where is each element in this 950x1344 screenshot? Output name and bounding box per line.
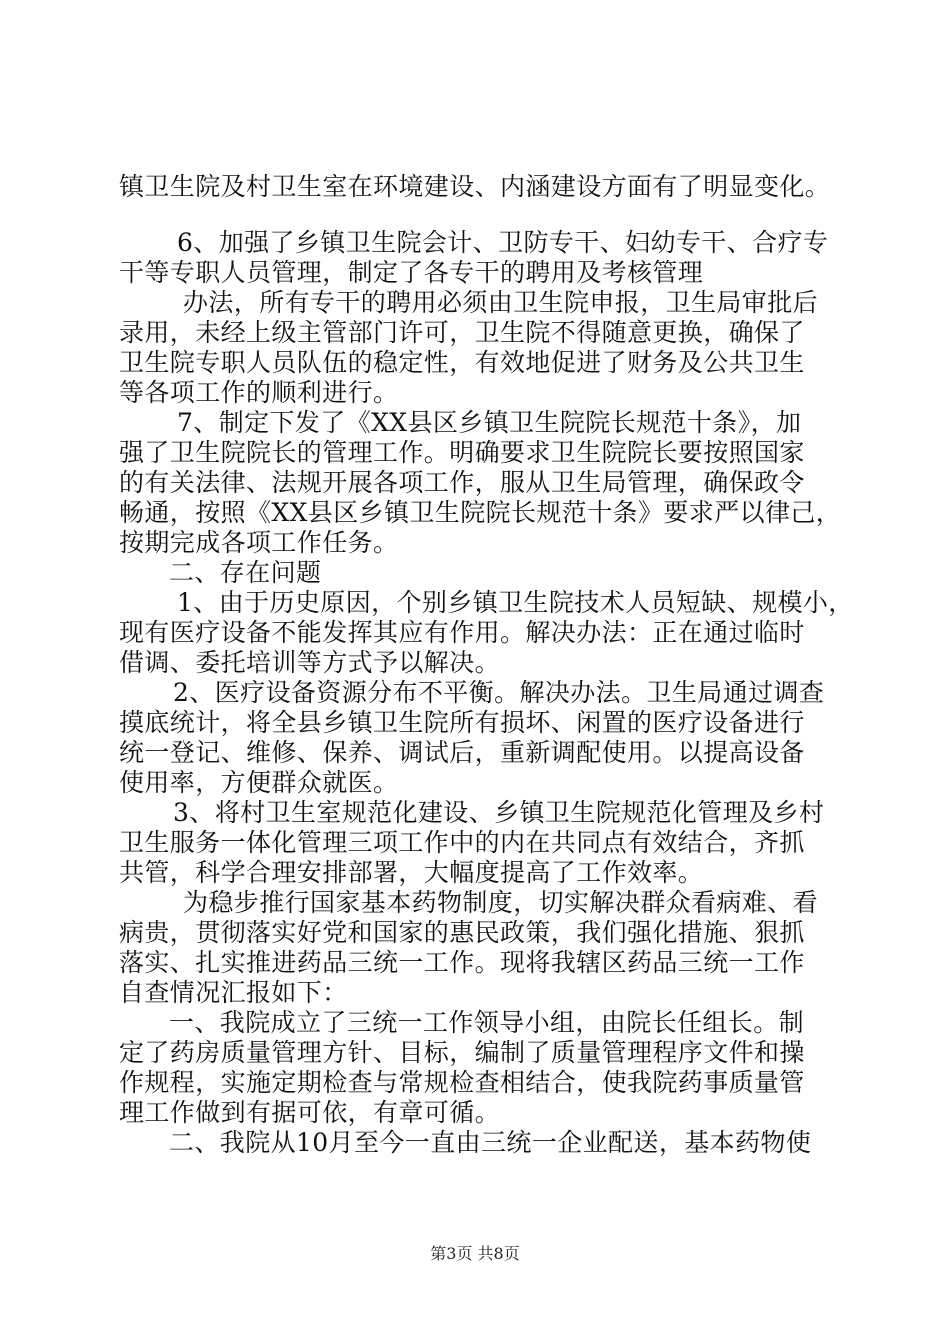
- text-line: 病贵，贯彻落实好党和国家的惠民政策，我们强化措施、狠抓: [119, 918, 805, 947]
- text-line: 录用，未经上级主管部门许可，卫生院不得随意更换，确保了: [119, 318, 805, 347]
- text-line: 办法，所有专干的聘用必须由卫生院申报，卫生局审批后: [183, 288, 819, 317]
- text-line: 自查情况汇报如下：: [119, 978, 348, 1007]
- text-line: 落实、扎实推进药品三统一工作。现将我辖区药品三统一工作: [119, 948, 805, 977]
- paragraph-gap: [119, 202, 839, 228]
- text-line: 卫生服务一体化管理三项工作中的内在共同点有效结合，齐抓: [119, 828, 805, 857]
- page-number-footer: 第3页 共8页: [430, 1244, 520, 1263]
- text-line: 2、医疗设备资源分布不平衡。解决办法。卫生局通过调查: [173, 678, 825, 707]
- text-line: 镇卫生院及村卫生室在环境建设、内涵建设方面有了明显变化。: [119, 172, 831, 201]
- text-line: 定了药房质量管理方针、目标，编制了质量管理程序文件和操: [119, 1038, 805, 1067]
- text-line: 畅通，按照《XX县区乡镇卫生院院长规范十条》要求严以律己，: [119, 498, 842, 527]
- text-line: 等各项工作的顺利进行。: [119, 378, 399, 407]
- text-line: 借调、委托培训等方式予以解决。: [119, 648, 501, 677]
- text-line: 一、我院成立了三统一工作领导小组，由院长任组长。制: [169, 1008, 805, 1037]
- text-line: 使用率，方便群众就医。: [119, 768, 399, 797]
- text-line: 卫生院专职人员队伍的稳定性，有效地促进了财务及公共卫生: [119, 348, 805, 377]
- text-line: 作规程，实施定期检查与常规检查相结合，使我院药事质量管: [119, 1068, 805, 1097]
- text-line: 共管，科学合理安排部署，大幅度提高了工作效率。: [119, 858, 704, 887]
- text-line: 1、由于历史原因，个别乡镇卫生院技术人员短缺、规模小，: [177, 588, 854, 617]
- section-heading: 二、存在问题: [169, 558, 322, 587]
- text-line: 3、将村卫生室规范化建设、乡镇卫生院规范化管理及乡村: [173, 798, 825, 827]
- text-line: 统一登记、维修、保养、调试后，重新调配使用。以提高设备: [119, 738, 805, 767]
- text-line: 二、我院从10月至今一直由三统一企业配送，基本药物使: [169, 1128, 812, 1157]
- text-line: 7、制定下发了《XX县区乡镇卫生院院长规范十条》，加: [177, 408, 802, 437]
- text-line: 现有医疗设备不能发挥其应有作用。解决办法：正在通过临时: [119, 618, 805, 647]
- document-body: [119, 172, 854, 1158]
- text-line: 6、加强了乡镇卫生院会计、卫防专干、妇幼专干、合疗专: [177, 228, 829, 257]
- text-line: 干等专职人员管理，制定了各专干的聘用及考核管理: [119, 258, 704, 287]
- text-line: 按期完成各项工作任务。: [119, 528, 399, 557]
- text-line: 为稳步推行国家基本药物制度，切实解决群众看病难、看: [183, 888, 819, 917]
- text-line: 的有关法律、法规开展各项工作，服从卫生局管理，确保政令: [119, 468, 805, 497]
- text-line: 理工作做到有据可依，有章可循。: [119, 1098, 501, 1127]
- text-line: 强了卫生院院长的管理工作。明确要求卫生院院长要按照国家: [119, 438, 805, 467]
- text-line: 摸底统计，将全县乡镇卫生院所有损坏、闲置的医疗设备进行: [119, 708, 805, 737]
